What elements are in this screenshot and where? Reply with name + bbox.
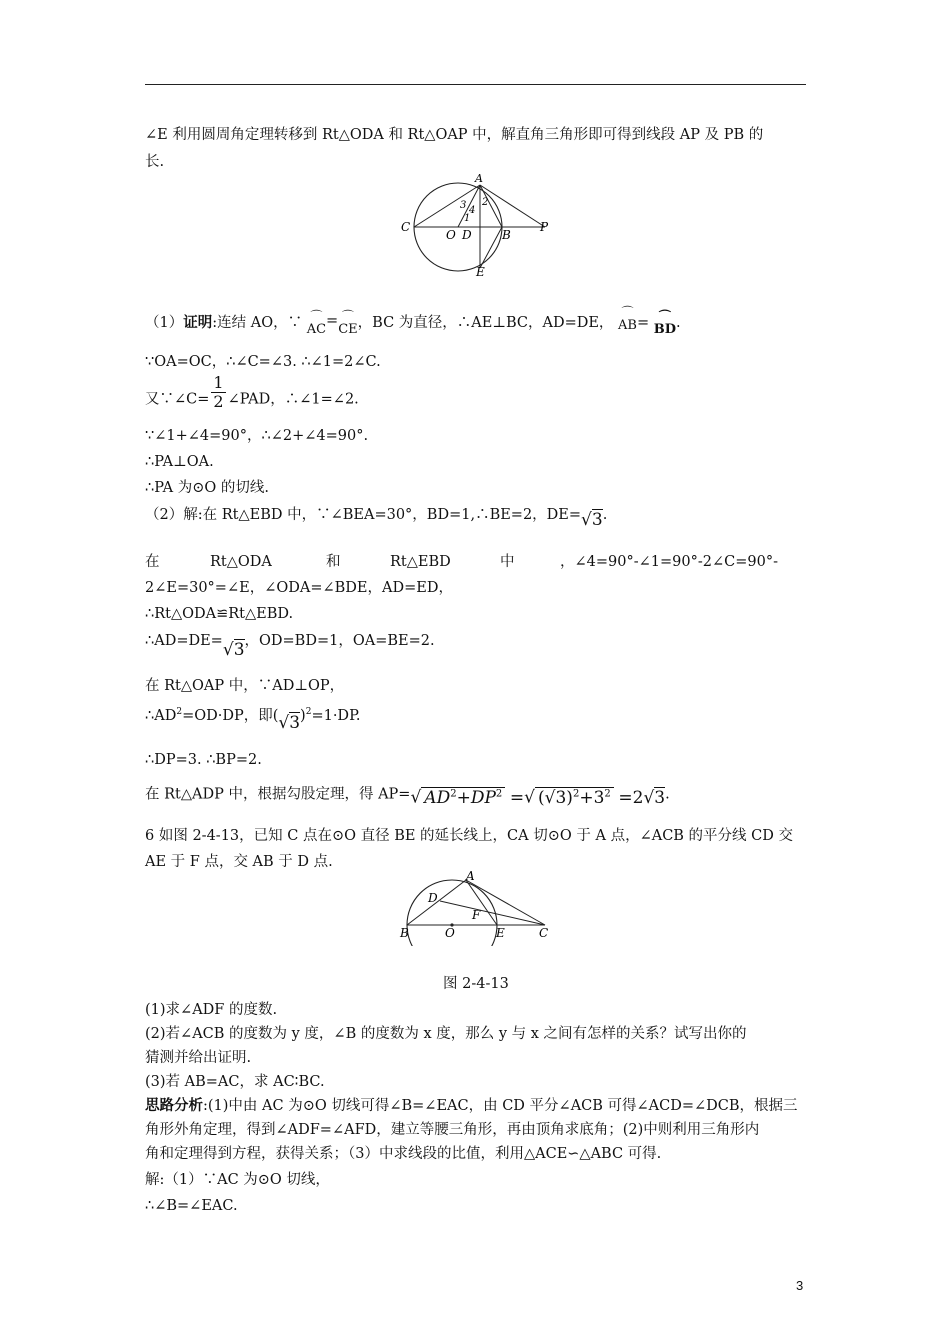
text-line: ∵OA=OC，∴∠C=∠3. ∴∠1=2∠C. [145,354,381,370]
text-line: 又∵∠C= $\frac{1}{2}$ ∠PAD，∴∠1=∠2. [145,373,359,411]
label-3: 3 [460,200,467,211]
text-line: ∵∠1+∠4=90°，∴∠2+∠4=90°. [145,428,369,444]
text-line: ∠E 利用圆周角定理转移到 Rt△ODA 和 Rt△OAP 中，解直角三角形即可得到线段 AP 及 PB 的 [145,127,764,143]
label-2: 2 [482,197,489,208]
figure-circle-tangent-2 [395,866,555,946]
label-D: D [462,228,472,242]
solution-line: ∴∠B=∠EAC. [145,1198,238,1214]
label-E: E [496,926,505,940]
text-line: 2∠E=30°=∠E，∠ODA=∠BDE，AD=ED， [145,580,453,596]
question-3: (3)若 AB=AC，求 AC∶BC. [145,1074,325,1090]
analysis-line: 角和定理得到方程，获得关系；（3）中求线段的比值，利用△ACE∽△ABC 可得. [145,1146,662,1162]
question-1: (1)求∠ADF 的度数. [145,1002,278,1018]
label-B: B [400,926,409,940]
figure-caption: 图 2-4-13 [443,976,509,992]
text-token: 中 [500,554,515,570]
text-line: 在 Rt△ADP 中，根据勾股定理，得 AP=√ $AD^2+DP^2$ =√ $(√3)^2+3^2 =2√3$. [145,786,670,808]
text-line: ∴Rt△ODA≌Rt△EBD. [145,606,294,622]
page-number: 3 [796,1278,804,1293]
label-O: O [446,228,456,242]
text-line: AE 于 F 点，交 AB 于 D 点. [145,854,333,870]
text-line: ∴DP=3. ∴BP=2. [145,752,262,768]
text-token: Rt△ODA [210,554,272,570]
text-line: （2）解:在 Rt△EBD 中，∵∠BEA=30°，BD=1,∴BE=2，DE=√3. [145,507,608,530]
proof-line: （1）证明:连结 AO，∵ ⌒ AC= ⌒ CE，BC 为直径，∴AE⊥BC，AD=DE， ⌒ AB= ⌒ BD. [145,305,681,337]
text-line: 长. [145,154,165,170]
figure-circle-tangent-1 [395,170,555,282]
header-rule [145,84,806,85]
text-token: ，∠4=90°-∠1=90°-2∠C=90°- [560,554,778,570]
label-B: B [502,228,511,242]
solution-line: 解:（1）∵AC 为⊙O 切线， [145,1172,330,1188]
text-line: ∴PA⊥OA. [145,454,214,470]
label-E: E [476,265,485,279]
label-4: 4 [469,205,476,216]
text-token: Rt△EBD [390,554,451,570]
label-O: O [445,926,455,940]
label-C: C [401,220,411,234]
text-line: 在 [145,554,160,570]
label-1: 1 [464,213,471,224]
label-F: F [472,908,481,922]
label-C: C [539,926,549,940]
text-line: 6 如图 2-4-13，已知 C 点在⊙O 直径 BE 的延长线上，CA 切⊙O 于 A 点，∠ACB 的平分线 CD 交 [145,828,793,844]
text-line: ∴PA 为⊙O 的切线. [145,480,269,496]
question-2: (2)若∠ACB 的度数为 y 度，∠B 的度数为 x 度，那么 y 与 x 之间有怎样的关系？试写出你的 [145,1026,747,1042]
label-D: D [428,891,438,905]
text-token: 和 [326,554,341,570]
label-A: A [466,869,475,883]
text-line: ∴AD=DE=√3，OD=BD=1，OA=BE=2. [145,633,435,660]
text-line: $\therefore AD^2=OD\cdot DP$，即$(√3)^2=1\cdot DP$. [145,707,361,733]
question-2-cont: 猜测并给出证明. [145,1050,252,1066]
label-P: P [540,220,549,234]
text-line: 在 Rt△OAP 中，∵AD⊥OP， [145,678,345,694]
label-A: A [475,172,483,185]
analysis-line: 角形外角定理，得到∠ADF=∠AFD，建立等腰三角形，再由顶角求底角；(2)中则利用三角形内 [145,1122,760,1138]
analysis-line: 思路分析:(1)中由 AC 为⊙O 切线可得∠B=∠EAC，由 CD 平分∠ACB 可得∠ACD=∠DCB，根据三 [145,1097,798,1114]
